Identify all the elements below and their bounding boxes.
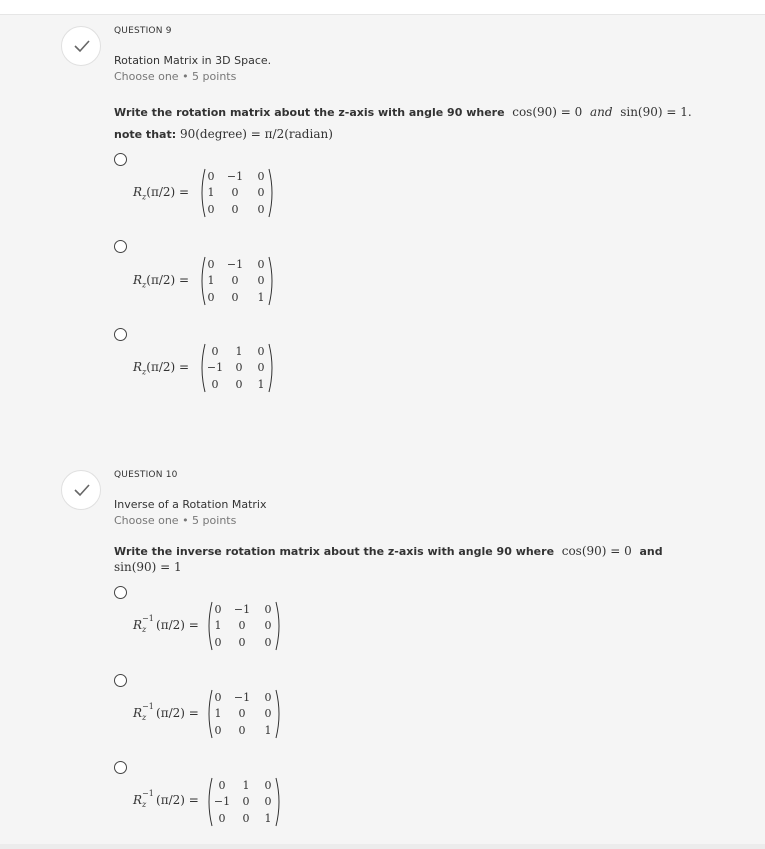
cell: 0 (257, 274, 265, 287)
eq-symbol: R (133, 273, 143, 287)
option-matrix (198, 256, 276, 306)
option-equation[interactable] (133, 788, 199, 809)
eq-sub: z (142, 367, 147, 377)
cell: 1 (264, 812, 272, 825)
option-equation[interactable] (133, 613, 199, 634)
right-paren (275, 601, 283, 651)
option-radio[interactable] (114, 761, 127, 774)
cell: −1 (233, 691, 251, 704)
prompt-math-cos: cos(90) = 0 (561, 544, 632, 558)
answered-indicator (61, 470, 101, 510)
eq-sub: z (142, 280, 147, 290)
option-radio[interactable] (114, 328, 127, 341)
option-matrix (198, 343, 276, 393)
option-equation[interactable] (133, 185, 189, 201)
cell: 0 (211, 378, 219, 391)
cell: −1 (226, 258, 244, 271)
cell: 0 (218, 779, 226, 792)
eq-arg: (π/2) = (146, 185, 190, 199)
option-radio[interactable] (114, 240, 127, 253)
question-note (114, 126, 333, 143)
cell: 1 (214, 619, 222, 632)
eq-sub: z (142, 799, 147, 809)
cell: −1 (233, 603, 251, 616)
question-number: QUESTION 9 (114, 26, 172, 36)
right-paren (268, 256, 276, 306)
eq-arg: (π/2) = (156, 793, 199, 807)
eq-arg: (π/2) = (156, 618, 199, 632)
cell: 0 (242, 795, 250, 808)
eq-symbol: R (133, 793, 143, 807)
eq-symbol: R (133, 618, 143, 632)
eq-arg: (π/2) = (146, 273, 190, 287)
prompt-math-sin: sin(90) = 1. (620, 105, 692, 119)
right-paren (268, 168, 276, 218)
cell: 0 (257, 186, 265, 199)
eq-sub: z (142, 192, 147, 202)
question-prompt (114, 543, 663, 560)
prompt-text: Write the inverse rotation matrix about the z-axis with angle 90 where (114, 545, 555, 558)
cell: 0 (257, 345, 265, 358)
option-equation[interactable] (133, 273, 189, 289)
cell: 0 (264, 603, 272, 616)
eq-sup: −1 (142, 613, 154, 623)
answered-indicator (61, 26, 101, 66)
question-title: Rotation Matrix in 3D Space. (114, 54, 272, 67)
cell: 1 (257, 378, 265, 391)
cell: 0 (207, 291, 215, 304)
prompt-text: Write the rotation matrix about the z-axis with angle 90 where (114, 106, 505, 119)
top-bar (0, 0, 765, 15)
cell: 1 (214, 707, 222, 720)
note-text: note that: (114, 128, 177, 141)
eq-sup: −1 (142, 788, 154, 798)
cell: 0 (257, 361, 265, 374)
cell: 1 (257, 291, 265, 304)
prompt-math-sin: sin(90) = 1 (114, 560, 182, 574)
question-prompt-line2 (114, 559, 182, 576)
eq-arg: (π/2) = (156, 706, 199, 720)
cell: 1 (207, 274, 215, 287)
cell: 1 (207, 186, 215, 199)
check-icon (73, 39, 91, 53)
cell: 0 (242, 812, 250, 825)
cell: −1 (213, 795, 231, 808)
cell: 0 (264, 779, 272, 792)
cell: 0 (214, 724, 222, 737)
cell: 0 (211, 345, 219, 358)
option-matrix (198, 168, 276, 218)
option-radio[interactable] (114, 153, 127, 166)
right-paren (275, 689, 283, 739)
cell: 1 (235, 345, 243, 358)
cell: 0 (214, 691, 222, 704)
right-paren (275, 777, 283, 827)
bottom-bar (0, 844, 765, 849)
cell: 0 (264, 636, 272, 649)
cell: 0 (235, 378, 243, 391)
eq-arg: (π/2) = (146, 360, 190, 374)
option-equation[interactable] (133, 701, 199, 722)
prompt-math-cos: cos(90) = 0 (512, 105, 583, 119)
option-radio[interactable] (114, 674, 127, 687)
cell: −1 (206, 361, 224, 374)
check-icon (73, 483, 91, 497)
cell: 0 (231, 186, 239, 199)
cell: 0 (238, 707, 246, 720)
option-matrix (205, 689, 283, 739)
cell: 0 (238, 636, 246, 649)
eq-symbol: R (133, 706, 143, 720)
cell: 1 (264, 724, 272, 737)
note-math: 90(degree) = π/2(radian) (179, 127, 333, 141)
cell: 0 (235, 361, 243, 374)
cell: 0 (231, 203, 239, 216)
question-prompt (114, 104, 692, 121)
cell: 0 (264, 619, 272, 632)
option-matrix (205, 777, 283, 827)
cell: 1 (242, 779, 250, 792)
cell: 0 (207, 258, 215, 271)
question-number: QUESTION 10 (114, 470, 178, 480)
eq-symbol: R (133, 360, 143, 374)
eq-sub: z (142, 712, 147, 722)
cell: 0 (231, 274, 239, 287)
cell: 0 (264, 707, 272, 720)
question-meta: Choose one • 5 points (114, 514, 237, 527)
cell: 0 (257, 203, 265, 216)
cell: 0 (264, 795, 272, 808)
cell: 0 (238, 724, 246, 737)
cell: −1 (226, 170, 244, 183)
cell: 0 (218, 812, 226, 825)
cell: 0 (207, 203, 215, 216)
eq-sup: −1 (142, 701, 154, 711)
cell: 0 (264, 691, 272, 704)
option-radio[interactable] (114, 586, 127, 599)
cell: 0 (238, 619, 246, 632)
question-title: Inverse of a Rotation Matrix (114, 498, 267, 511)
cell: 0 (207, 170, 215, 183)
option-matrix (205, 601, 283, 651)
cell: 0 (257, 170, 265, 183)
question-meta: Choose one • 5 points (114, 70, 237, 83)
cell: 0 (214, 603, 222, 616)
cell: 0 (231, 291, 239, 304)
eq-symbol: R (133, 185, 143, 199)
cell: 0 (214, 636, 222, 649)
eq-sub: z (142, 624, 147, 634)
prompt-and: and (589, 105, 613, 119)
prompt-and: and (639, 545, 663, 558)
option-equation[interactable] (133, 360, 189, 376)
cell: 0 (257, 258, 265, 271)
right-paren (268, 343, 276, 393)
